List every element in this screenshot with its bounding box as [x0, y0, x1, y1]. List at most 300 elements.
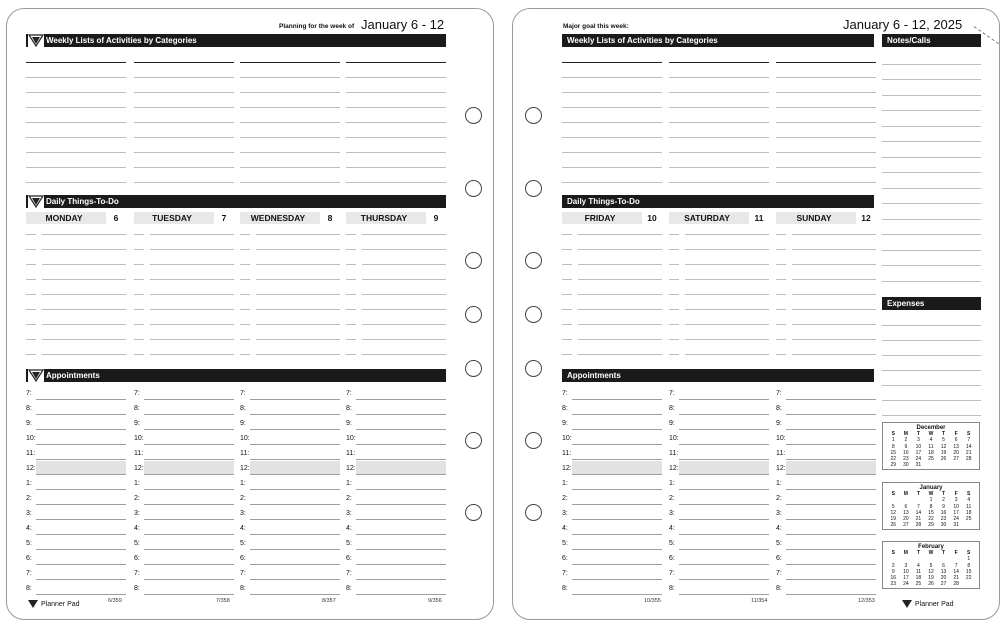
weekly-list-line	[669, 107, 769, 108]
section-title: Weekly Lists of Activities by Categories	[46, 36, 197, 45]
calendar-day: 28	[965, 456, 972, 463]
appointment-line	[144, 414, 234, 415]
weekly-list-line	[669, 182, 769, 183]
weekly-list-line	[240, 77, 340, 78]
notes-line	[882, 141, 981, 142]
appointment-line	[572, 519, 662, 520]
expenses-line	[882, 340, 981, 341]
weekday-label: S	[891, 550, 895, 556]
appointment-hour-label: 7:	[26, 570, 32, 577]
weekly-list-line	[26, 182, 126, 183]
todo-line	[362, 294, 446, 295]
appointment-line	[356, 534, 446, 535]
day-count-label: 7/358	[216, 598, 230, 604]
day-number: 9	[426, 212, 446, 224]
appointment-line	[144, 474, 234, 475]
todo-check-line	[776, 354, 786, 355]
appointment-hour-label: 4:	[776, 525, 782, 532]
appointment-hour-label: 5:	[776, 540, 782, 547]
binder-hole	[465, 306, 482, 323]
calendar-day: 28	[953, 581, 959, 588]
appointment-hour-label: 11:	[776, 450, 786, 457]
weekly-list-line	[240, 137, 340, 138]
calendar-day: 8	[891, 443, 895, 450]
notes-line	[882, 234, 981, 235]
todo-line	[256, 294, 340, 295]
weekly-list-top-rule	[562, 62, 662, 63]
weekly-list-line	[346, 167, 446, 168]
appointment-hour-label: 10:	[562, 435, 572, 442]
calendar-day: 11	[966, 503, 972, 510]
todo-check-line	[776, 324, 786, 325]
notes-line	[882, 126, 981, 127]
calendar-day: 23	[940, 516, 947, 523]
todo-line	[42, 324, 126, 325]
appointment-hour-label: 9:	[134, 420, 140, 427]
calendar-day: 28	[915, 522, 922, 529]
expenses-line	[882, 400, 981, 401]
appointment-hour-label: 10:	[669, 435, 679, 442]
notes-calls-header	[882, 34, 981, 47]
appointment-line	[250, 564, 340, 565]
todo-line	[150, 279, 234, 280]
todo-check-line	[26, 264, 36, 265]
todo-line	[150, 339, 234, 340]
appointment-line	[250, 429, 340, 430]
day-header-monday	[26, 212, 126, 224]
appointment-line	[144, 504, 234, 505]
appointment-hour-label: 5:	[562, 540, 568, 547]
weekly-list-line	[776, 92, 876, 93]
todo-line	[362, 309, 446, 310]
calendar-day: 25	[965, 516, 972, 523]
weekday-label: F	[954, 550, 958, 556]
appointment-line	[786, 474, 876, 475]
binder-hole	[525, 432, 542, 449]
day-number: 12	[856, 212, 876, 224]
appointment-hour-label: 8:	[562, 585, 568, 592]
appointment-hour-label: 12:	[776, 465, 786, 472]
todo-check-line	[669, 264, 679, 265]
appointment-line	[250, 519, 340, 520]
todo-line	[256, 249, 340, 250]
appointment-hour-label: 4:	[669, 525, 675, 532]
calendar-day: 20	[903, 516, 909, 523]
appointment-line	[679, 594, 769, 595]
todo-line	[42, 339, 126, 340]
appointment-hour-label: 7:	[776, 570, 782, 577]
appointment-hour-label: 3:	[776, 510, 782, 517]
weekly-list-line	[134, 92, 234, 93]
notes-line	[882, 95, 981, 96]
appointment-line	[679, 474, 769, 475]
calendar-day: 22	[928, 516, 934, 523]
calendar-day	[925, 462, 938, 468]
todo-line	[362, 264, 446, 265]
todo-check-line	[669, 324, 679, 325]
todo-check-line	[346, 234, 356, 235]
appointment-line	[356, 474, 446, 475]
calendar-day: 20	[953, 449, 959, 456]
appointment-line	[144, 594, 234, 595]
todo-line	[578, 294, 662, 295]
calendar-day: 19	[940, 449, 947, 456]
todo-check-line	[240, 264, 250, 265]
calendar-day: 20	[940, 575, 947, 582]
calendar-day: 16	[903, 449, 909, 456]
weekly-list-line	[26, 122, 126, 123]
todo-check-line	[240, 279, 250, 280]
appointment-line	[356, 579, 446, 580]
appointment-hour-label: 12:	[26, 465, 36, 472]
appointment-hour-label: 8:	[26, 585, 32, 592]
appointment-hour-label: 8:	[240, 405, 246, 412]
appointment-hour-label: 3:	[134, 510, 140, 517]
weekly-list-top-rule	[26, 62, 126, 63]
appointment-hour-label: 8:	[776, 405, 782, 412]
todo-line	[256, 339, 340, 340]
mini-calendar-grid	[883, 431, 979, 469]
noon-shade	[786, 461, 876, 475]
todo-check-line	[26, 324, 36, 325]
appointment-line	[572, 414, 662, 415]
calendar-day: 11	[915, 568, 922, 575]
weekly-list-line	[669, 77, 769, 78]
calendar-day: 30	[903, 462, 909, 469]
todo-check-line	[346, 294, 356, 295]
weekday-label: T	[942, 550, 946, 556]
appointment-hour-label: 8:	[240, 585, 246, 592]
calendar-day: 27	[953, 456, 959, 463]
todo-line	[362, 279, 446, 280]
appointment-hour-label: 2:	[134, 495, 140, 502]
weekly-list-line	[346, 122, 446, 123]
weekly-list-top-rule	[776, 62, 876, 63]
calendar-day: 4	[917, 562, 920, 569]
calendar-day: 29	[928, 522, 934, 529]
calendar-day: 5	[891, 503, 895, 510]
calendar-day: 2	[904, 437, 908, 444]
day-number: 7	[214, 212, 234, 224]
todo-check-line	[776, 264, 786, 265]
todo-line	[362, 354, 446, 355]
calendar-day: 21	[965, 449, 972, 456]
appointment-line	[679, 504, 769, 505]
appointment-hour-label: 10:	[26, 435, 36, 442]
appointment-line	[144, 489, 234, 490]
appointment-line	[786, 579, 876, 580]
section-title: Appointments	[46, 371, 100, 380]
calendar-day: 16	[890, 575, 897, 582]
appointment-hour-label: 9:	[346, 420, 352, 427]
day-number: 11	[749, 212, 769, 224]
todo-check-line	[240, 234, 250, 235]
appointment-line	[144, 399, 234, 400]
weekly-list-line	[562, 77, 662, 78]
appointment-hour-label: 7:	[134, 570, 140, 577]
planner-pad-logo-icon	[902, 600, 912, 608]
right-weekly-lists-header	[562, 34, 874, 47]
left-planner-page	[6, 8, 494, 620]
todo-line	[685, 339, 769, 340]
todo-check-line	[669, 249, 679, 250]
todo-line	[362, 324, 446, 325]
weekday-label: S	[967, 431, 971, 437]
todo-check-line	[134, 339, 144, 340]
binder-hole	[525, 180, 542, 197]
calendar-day: 13	[953, 443, 959, 450]
appointment-line	[356, 594, 446, 595]
todo-line	[256, 354, 340, 355]
todo-line	[792, 234, 876, 235]
appointment-line	[572, 399, 662, 400]
todo-check-line	[26, 249, 36, 250]
appointment-hour-label: 10:	[134, 435, 144, 442]
appointment-hour-label: 8:	[26, 405, 32, 412]
appointment-hour-label: 9:	[26, 420, 32, 427]
notes-line	[882, 188, 981, 189]
weekly-list-line	[669, 122, 769, 123]
todo-check-line	[776, 339, 786, 340]
weekday-label: T	[916, 431, 920, 437]
todo-check-line	[240, 339, 250, 340]
todo-line	[362, 234, 446, 235]
todo-line	[150, 234, 234, 235]
appointment-line	[786, 489, 876, 490]
weekly-list-line	[562, 182, 662, 183]
todo-check-line	[346, 249, 356, 250]
todo-check-line	[562, 264, 572, 265]
appointment-line	[679, 444, 769, 445]
notes-line	[882, 157, 981, 158]
day-number: 8	[320, 212, 340, 224]
todo-line	[150, 309, 234, 310]
todo-check-line	[562, 309, 572, 310]
appointment-line	[679, 489, 769, 490]
weekly-list-line	[346, 137, 446, 138]
todo-check-line	[134, 279, 144, 280]
calendar-day: 14	[953, 568, 959, 575]
todo-check-line	[26, 279, 36, 280]
appointment-line	[679, 564, 769, 565]
todo-line	[792, 324, 876, 325]
appointment-hour-label: 3:	[562, 510, 568, 517]
appointment-hour-label: 6:	[346, 555, 352, 562]
appointment-hour-label: 7:	[240, 390, 246, 397]
weekday-label: M	[903, 431, 908, 437]
left-week-title: January 6 - 12	[361, 17, 445, 32]
todo-line	[42, 279, 126, 280]
calendar-day: 21	[953, 575, 959, 582]
weekly-list-line	[776, 167, 876, 168]
todo-line	[792, 309, 876, 310]
weekly-list-line	[134, 122, 234, 123]
calendar-day: 30	[940, 522, 947, 529]
calendar-day: 19	[928, 575, 934, 582]
calendar-day	[937, 462, 950, 468]
weekly-list-line	[26, 92, 126, 93]
todo-line	[685, 264, 769, 265]
calendar-day: 10	[915, 443, 922, 450]
todo-line	[685, 294, 769, 295]
todo-check-line	[134, 264, 144, 265]
todo-line	[792, 264, 876, 265]
appointment-hour-label: 9:	[776, 420, 782, 427]
weekly-list-line	[240, 92, 340, 93]
calendar-day: 15	[928, 509, 934, 516]
appointment-hour-label: 7:	[562, 390, 568, 397]
todo-line	[256, 279, 340, 280]
appointment-line	[250, 579, 340, 580]
todo-check-line	[776, 249, 786, 250]
appointment-line	[786, 444, 876, 445]
appointment-line	[36, 579, 126, 580]
day-header-saturday	[669, 212, 769, 224]
calendar-day: 12	[928, 568, 934, 575]
todo-check-line	[562, 279, 572, 280]
todo-check-line	[346, 324, 356, 325]
appointment-line	[572, 534, 662, 535]
weekly-list-top-rule	[134, 62, 234, 63]
day-count-label: 11/354	[751, 598, 768, 604]
appointment-line	[144, 444, 234, 445]
appointment-hour-label: 3:	[240, 510, 246, 517]
appointment-hour-label: 1:	[346, 480, 352, 487]
calendar-day: 31	[915, 462, 922, 469]
calendar-day: 10	[903, 568, 909, 575]
todo-check-line	[562, 249, 572, 250]
weekly-list-top-rule	[669, 62, 769, 63]
calendar-day: 18	[928, 449, 934, 456]
weekly-list-line	[240, 167, 340, 168]
calendar-day: 4	[929, 437, 933, 444]
calendar-day: 14	[965, 443, 972, 450]
weekday-label: M	[903, 550, 908, 556]
weekly-list-line	[134, 107, 234, 108]
weekly-list-line	[669, 92, 769, 93]
appointment-line	[250, 444, 340, 445]
weekly-list-line	[562, 122, 662, 123]
todo-line	[792, 249, 876, 250]
appointment-hour-label: 4:	[346, 525, 352, 532]
weekday-label: T	[942, 491, 946, 497]
appointment-line	[786, 504, 876, 505]
appointment-line	[144, 534, 234, 535]
appointment-line	[786, 414, 876, 415]
binder-hole	[465, 432, 482, 449]
todo-check-line	[26, 309, 36, 310]
appointment-line	[36, 564, 126, 565]
calendar-day: 25	[928, 456, 934, 463]
binder-hole	[525, 504, 542, 521]
appointment-hour-label: 12:	[669, 465, 679, 472]
appointment-line	[250, 459, 340, 460]
todo-check-line	[26, 339, 36, 340]
appointment-line	[144, 549, 234, 550]
calendar-day: 24	[903, 581, 909, 588]
binder-hole	[465, 504, 482, 521]
day-number: 10	[642, 212, 662, 224]
planning-week-label: Planning for the week of	[279, 23, 355, 30]
appointment-hour-label: 2:	[669, 495, 675, 502]
weekday-label: M	[903, 491, 908, 497]
appointment-line	[679, 534, 769, 535]
appointment-line	[786, 459, 876, 460]
section-title: Expenses	[887, 299, 925, 308]
appointment-line	[36, 534, 126, 535]
day-count-label: 8/357	[322, 598, 336, 604]
todo-line	[578, 324, 662, 325]
calendar-day: 6	[954, 437, 958, 444]
appointment-hour-label: 8:	[346, 585, 352, 592]
weekly-list-line	[26, 137, 126, 138]
weekly-list-line	[346, 92, 446, 93]
appointment-line	[36, 549, 126, 550]
binder-hole	[525, 306, 542, 323]
section-title: Appointments	[567, 371, 621, 380]
weekly-list-line	[346, 107, 446, 108]
notes-line	[882, 219, 981, 220]
appointment-hour-label: 4:	[26, 525, 32, 532]
todo-line	[150, 354, 234, 355]
appointment-hour-label: 6:	[134, 555, 140, 562]
appointment-hour-label: 1:	[776, 480, 782, 487]
weekly-list-line	[669, 167, 769, 168]
appointment-hour-label: 1:	[26, 480, 32, 487]
noon-shade	[679, 461, 769, 475]
todo-line	[42, 249, 126, 250]
calendar-day: 13	[903, 509, 909, 516]
todo-check-line	[776, 294, 786, 295]
appointment-hour-label: 11:	[669, 450, 679, 457]
appointment-line	[36, 399, 126, 400]
todo-check-line	[776, 279, 786, 280]
appointment-hour-label: 7:	[346, 390, 352, 397]
weekday-label: T	[942, 431, 946, 437]
notes-line	[882, 265, 981, 266]
appointment-line	[250, 414, 340, 415]
calendar-day: 9	[942, 503, 945, 510]
calendar-day: 26	[928, 581, 934, 588]
appointment-line	[356, 399, 446, 400]
todo-line	[792, 294, 876, 295]
calendar-day: 7	[917, 503, 920, 510]
planner-pad-logo-left: Planner Pad	[28, 600, 80, 608]
todo-line	[792, 279, 876, 280]
weekly-list-line	[346, 152, 446, 153]
weekly-list-line	[134, 167, 234, 168]
appointment-line	[572, 579, 662, 580]
appointment-line	[786, 519, 876, 520]
weekday-label: S	[967, 491, 971, 497]
appointment-line	[144, 564, 234, 565]
todo-line	[150, 294, 234, 295]
notes-line	[882, 64, 981, 65]
appointment-hour-label: 6:	[669, 555, 675, 562]
binder-hole	[525, 107, 542, 124]
expenses-line	[882, 385, 981, 386]
mini-calendar-title: January	[919, 485, 943, 491]
todo-line	[150, 249, 234, 250]
weekly-list-line	[776, 122, 876, 123]
appointment-line	[356, 504, 446, 505]
appointment-line	[572, 549, 662, 550]
calendar-day: 3	[954, 497, 958, 504]
calendar-day	[962, 462, 975, 468]
appointment-hour-label: 4:	[134, 525, 140, 532]
todo-line	[42, 309, 126, 310]
appointment-line	[356, 429, 446, 430]
